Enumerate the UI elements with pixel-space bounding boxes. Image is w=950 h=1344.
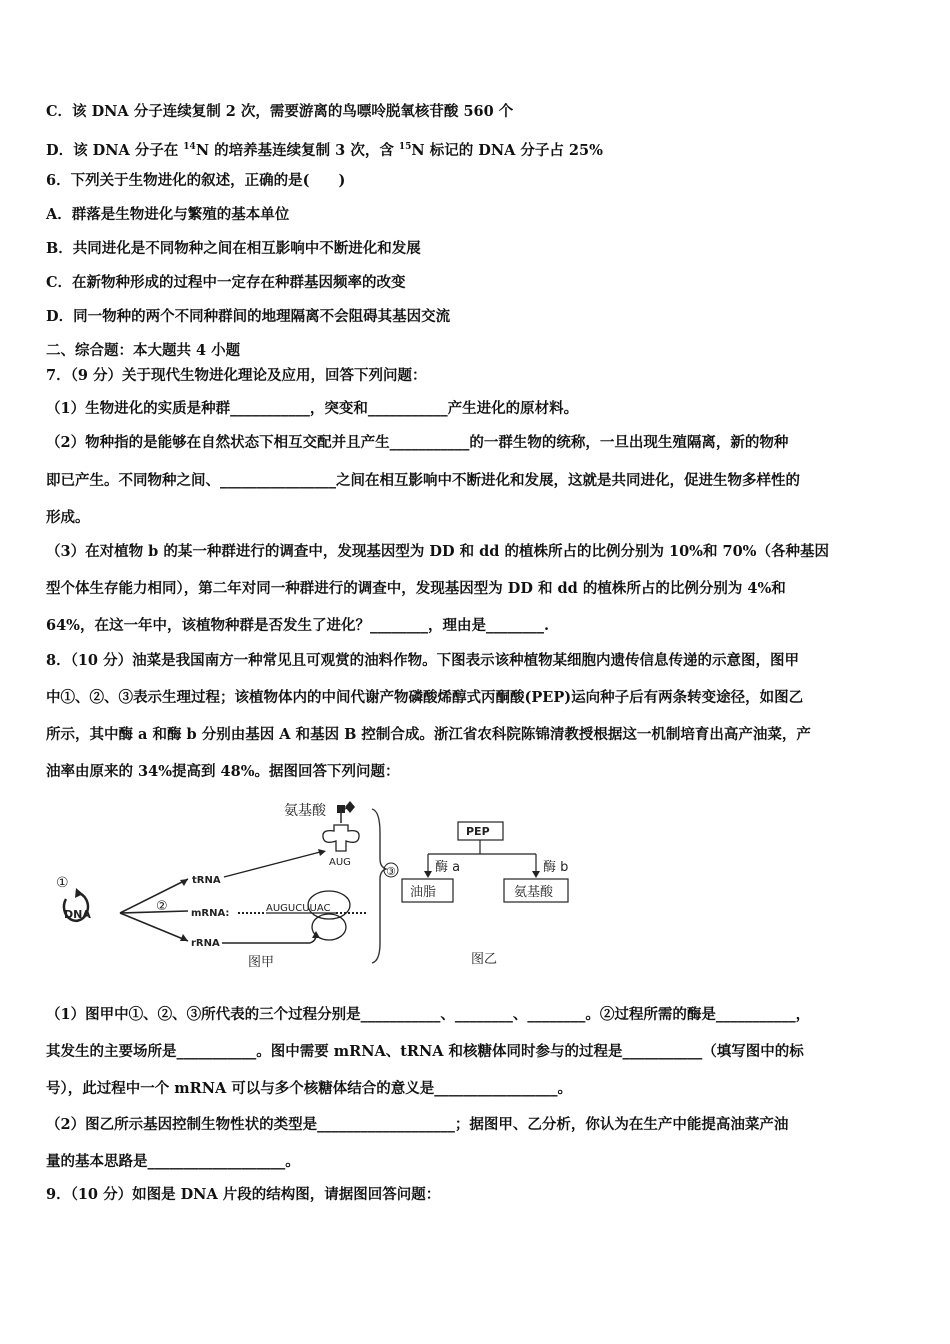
- q6-option-b: B．共同进化是不同物种之间在相互影响中不断进化和发展: [46, 240, 421, 257]
- q5-option-c: C．该 DNA 分子连续复制 2 次，需要游离的鸟嘌呤脱氧核苷酸 560 个: [46, 103, 514, 120]
- q6-stem: 6．下列关于生物进化的叙述，正确的是( ): [46, 172, 346, 189]
- trna-cloverleaf: [323, 825, 359, 851]
- isotope-15: 15: [398, 142, 412, 152]
- q7-part2-line2: 即已产生。不同物种之间、________________之间在相互影响中不断进化和发展，这就是共同进化，促进生物多样性的: [46, 472, 800, 489]
- process-3-label: ③: [386, 865, 396, 878]
- enzyme-b-label: 酶 b: [543, 860, 569, 875]
- q7-part2-line3: 形成。: [46, 509, 90, 526]
- q8-part2-line1: （2）图乙所示基因控制生物性状的类型是___________________；据图甲、乙分析，你认为在生产中能提高油菜产油: [46, 1116, 789, 1133]
- pep-label: PEP: [466, 825, 490, 838]
- aug-label: AUG: [329, 857, 351, 868]
- isotope-14: 14: [183, 142, 196, 152]
- q6-option-c: C．在新物种形成的过程中一定存在种群基因频率的改变: [46, 274, 406, 291]
- amino-acid-square: [337, 805, 345, 813]
- q8-part1-line3: 号），此过程中一个 mRNA 可以与多个核糖体结合的意义是_________________。: [46, 1080, 572, 1097]
- q8-stem-line3: 所示，其中酶 a 和酶 b 分别由基因 A 和基因 B 控制合成。浙江省农科院陈锦清教授根据这一机制培育出高产油菜，产: [46, 726, 811, 743]
- q7-part3-line1: （3）在对植物 b 的某一种群进行的调查中，发现基因型为 DD 和 dd 的植株所占的比例分别为 10%和 70%（各种基因: [46, 543, 829, 560]
- q7-part3-line3: 64%，在这一年中，该植物种群是否发生了进化？________，理由是________.: [46, 617, 550, 634]
- trna-label: tRNA: [192, 875, 221, 886]
- mrna-label: mRNA:: [191, 908, 230, 919]
- q8-stem-line1: 8．（10 分）油菜是我国南方一种常见且可观赏的油料作物。下图表示该种植物某细胞内遗传信息传递的示意图，图甲: [46, 652, 800, 669]
- q7-part2-line1: （2）物种指的是能够在自然状态下相互交配并且产生___________的一群生物的统称，一旦出现生殖隔离，新的物种: [46, 434, 789, 451]
- figure-2-caption: 图乙: [471, 952, 498, 967]
- q7-part1: （1）生物进化的实质是种群___________，突变和___________产生进化的原材料。: [46, 400, 579, 417]
- q6-option-d: D．同一物种的两个不同种群间的地理隔离不会阻碍其基因交流: [46, 308, 451, 325]
- oil-label: 油脂: [410, 885, 437, 900]
- q7-stem: 7．（9 分）关于现代生物进化理论及应用，回答下列问题：: [46, 367, 427, 384]
- rrna-label: rRNA: [191, 938, 220, 949]
- q9-stem: 9．（10 分）如图是 DNA 片段的结构图，请据图回答问题：: [46, 1186, 441, 1203]
- q7-part3-line2: 型个体生存能力相同），第二年对同一种群进行的调查中，发现基因型为 DD 和 dd 的植株所占的比例分别为 4%和: [46, 580, 786, 597]
- q8-part1-line2: 其发生的主要场所是___________。图中需要 mRNA、tRNA 和核糖体同时参与的过程是___________（填写图中的标: [46, 1043, 804, 1060]
- dna-label: DNA: [64, 908, 91, 921]
- mrna-sequence: AUGUCUUAC: [266, 903, 331, 914]
- amino-acid-label: 氨基酸: [284, 803, 326, 819]
- q5-option-d-part: N 标记的 DNA 分子占 25%: [411, 141, 603, 159]
- process-2-label: ②: [156, 899, 168, 914]
- gene-expression-figure: [46, 795, 606, 985]
- q5-option-d-part: N 的培养基连续复制 3 次，含: [195, 141, 399, 159]
- q5-option-d: [46, 137, 906, 161]
- q8-stem-line4: 油率由原来的 34%提高到 48%。据图回答下列问题：: [46, 763, 400, 780]
- bracket: [372, 809, 386, 963]
- q8-stem-line2: 中①、②、③表示生理过程；该植物体内的中间代谢产物磷酸烯醇式丙酮酸(PEP)运向种子后有两条转变途径，如图乙: [46, 689, 804, 706]
- q5-option-d-part: D．该 DNA 分子在: [46, 141, 184, 159]
- process-1-label: ①: [56, 875, 69, 891]
- q8-part1-line1: （1）图甲中①、②、③所代表的三个过程分别是___________、________、________。②过程所需的酶是___________，: [46, 1006, 811, 1023]
- q6-option-a: A．群落是生物进化与繁殖的基本单位: [46, 206, 290, 223]
- amino-acid-box-label: 氨基酸: [514, 885, 554, 900]
- section-heading: 二、综合题：本大题共 4 小题: [46, 342, 241, 359]
- q8-part2-line2: 量的基本思路是___________________。: [46, 1153, 300, 1170]
- figure-1-caption: 图甲: [248, 955, 275, 970]
- enzyme-a-label: 酶 a: [435, 860, 461, 875]
